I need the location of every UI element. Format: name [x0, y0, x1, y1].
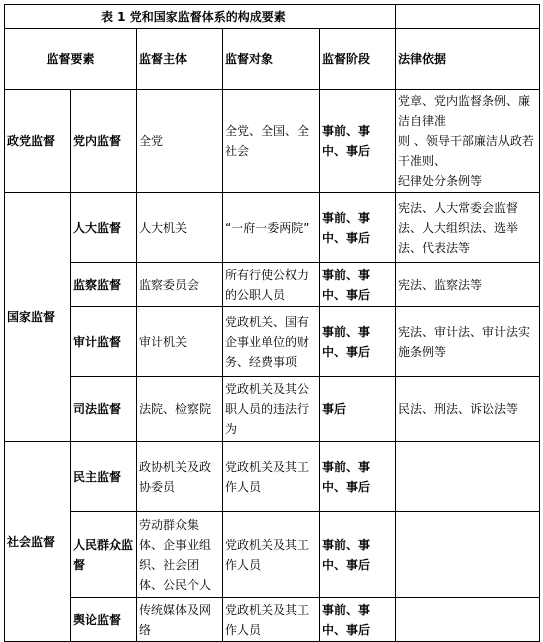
object-cell: 党政机关及其工作人员	[223, 512, 320, 598]
supervision-type-cell: 人民群众监督	[71, 512, 137, 598]
supervision-type-cell: 人大监督	[71, 193, 137, 263]
caption-empty-cell	[396, 5, 540, 29]
basis-cell	[396, 512, 540, 598]
header-element: 监督要素	[5, 29, 137, 90]
table-row	[5, 512, 540, 598]
table-row	[5, 377, 540, 442]
basis-cell: 宪法、人大常委会监督法、人大组织法、选举法、代表法等	[396, 193, 540, 263]
supervision-type-cell: 司法监督	[71, 377, 137, 442]
stage-cell: 事前、事中、事后	[320, 90, 396, 193]
table-row	[5, 307, 540, 377]
table-caption-row	[5, 5, 540, 29]
table-caption: 表 1 党和国家监督体系的构成要素	[5, 5, 396, 29]
object-cell: 所有行使公权力的公职人员	[223, 263, 320, 307]
stage-cell: 事前、事中、事后	[320, 598, 396, 642]
header-stage: 监督阶段	[320, 29, 396, 90]
subject-cell: 政协机关及政协委员	[137, 442, 223, 512]
stage-cell: 事前、事中、事后	[320, 442, 396, 512]
object-cell: 党政机关、国有企事业单位的财务、经费事项	[223, 307, 320, 377]
subject-cell: 全党	[137, 90, 223, 193]
basis-cell: 民法、刑法、诉讼法等	[396, 377, 540, 442]
table-row	[5, 598, 540, 642]
subject-cell: 审计机关	[137, 307, 223, 377]
object-cell: 党政机关及其公职人员的违法行为	[223, 377, 320, 442]
object-cell: 党政机关及其工作人员	[223, 598, 320, 642]
table-header-row	[5, 29, 540, 90]
object-cell: 全党、全国、全社会	[223, 90, 320, 193]
stage-cell: 事前、事中、事后	[320, 193, 396, 263]
supervision-elements-table	[4, 4, 540, 642]
table-row	[5, 193, 540, 263]
stage-cell: 事前、事中、事后	[320, 512, 396, 598]
subject-cell: 传统媒体及网络	[137, 598, 223, 642]
subject-cell: 监察委员会	[137, 263, 223, 307]
subject-cell: 劳动群众集体、企事业组织、社会团体、公民个人	[137, 512, 223, 598]
stage-cell: 事前、事中、事后	[320, 263, 396, 307]
header-object: 监督对象	[223, 29, 320, 90]
object-cell: 党政机关及其工作人员	[223, 442, 320, 512]
basis-cell	[396, 442, 540, 512]
basis-cell: 党章、党内监督条例、廉洁自律准 则 、领导干部廉洁从政若干准则、 纪律处分条例等	[396, 90, 540, 193]
supervision-type-cell: 舆论监督	[71, 598, 137, 642]
header-basis: 法律依据	[396, 29, 540, 90]
basis-cell	[396, 598, 540, 642]
group-name-cell: 国家监督	[5, 193, 71, 442]
subject-cell: 法院、检察院	[137, 377, 223, 442]
supervision-type-cell: 监察监督	[71, 263, 137, 307]
table-row	[5, 442, 540, 512]
basis-cell: 宪法、监察法等	[396, 263, 540, 307]
stage-cell: 事前、事中、事后	[320, 307, 396, 377]
basis-cell: 宪法、审计法、审计法实施条例等	[396, 307, 540, 377]
supervision-type-cell: 审计监督	[71, 307, 137, 377]
table-row	[5, 263, 540, 307]
supervision-type-cell: 民主监督	[71, 442, 137, 512]
header-subject: 监督主体	[137, 29, 223, 90]
table-row	[5, 90, 540, 193]
subject-cell: 人大机关	[137, 193, 223, 263]
object-cell: “一府一委两院”	[223, 193, 320, 263]
group-name-cell: 政党监督	[5, 90, 71, 193]
group-name-cell: 社会监督	[5, 442, 71, 642]
stage-cell: 事后	[320, 377, 396, 442]
supervision-type-cell: 党内监督	[71, 90, 137, 193]
